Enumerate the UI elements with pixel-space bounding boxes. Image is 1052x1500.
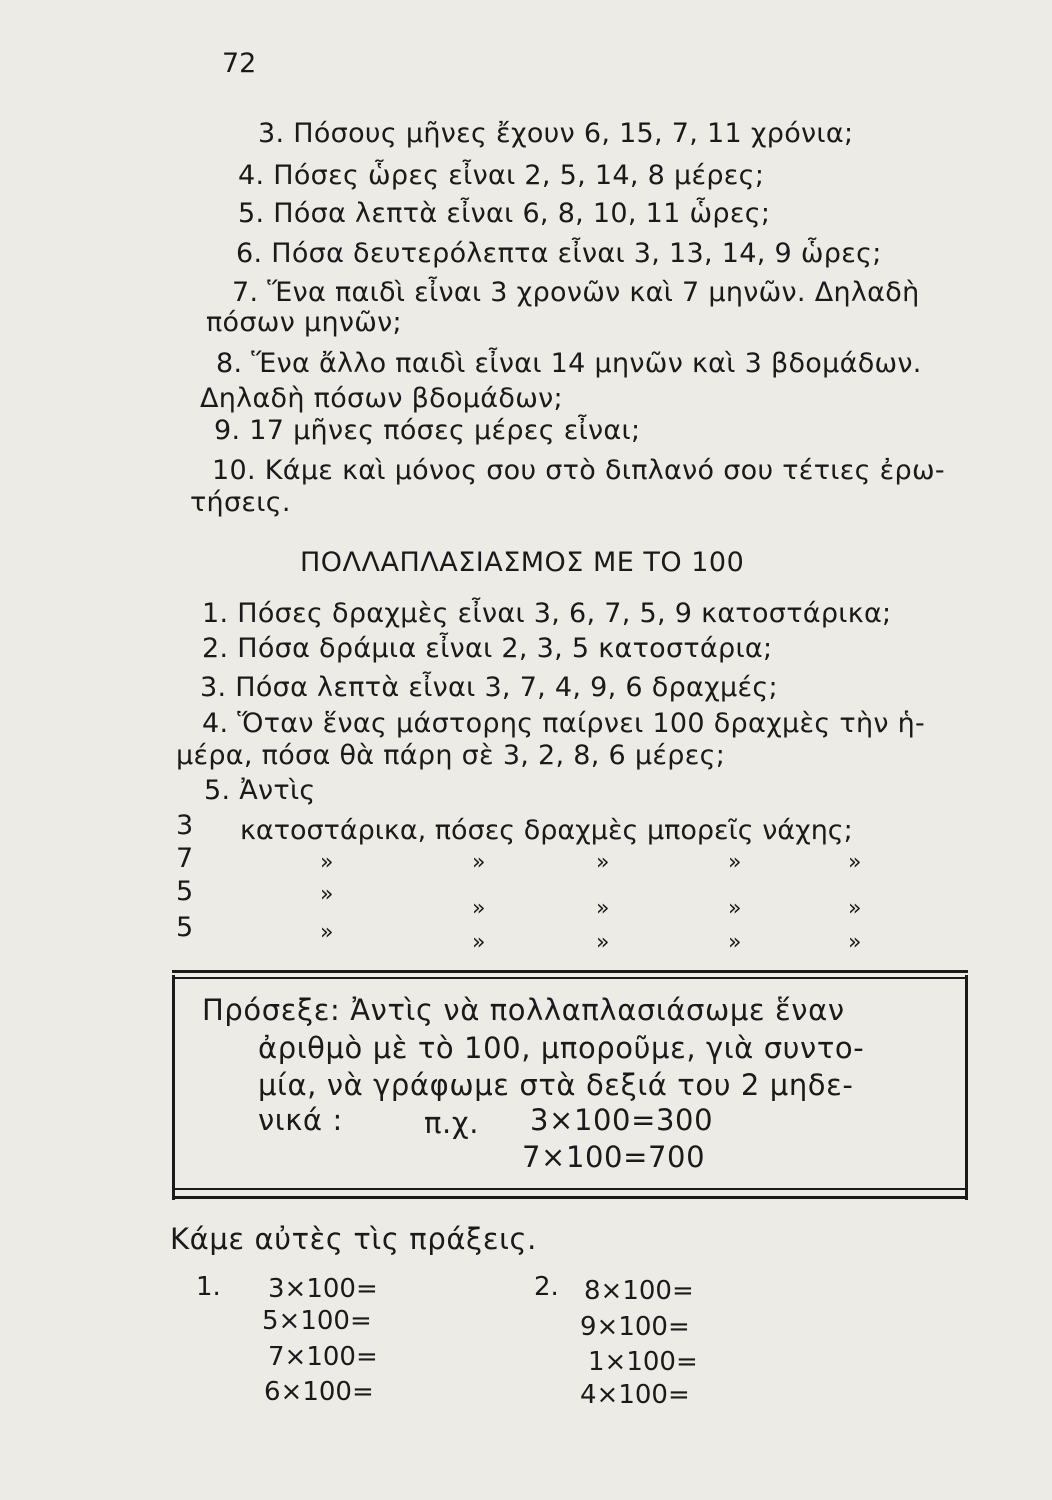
exercise-item: 7×100= [268,1342,378,1372]
ditto-mark: » [728,850,742,875]
question-3: 3. Πόσους μῆνες ἔχουν 6, 15, 7, 11 χρόνια; [258,118,854,149]
exercise-item: 4×100= [580,1380,690,1410]
ditto-mark: » [848,930,862,955]
exercise-heading: Κάμε αὐτὲς τὶς πράξεις. [170,1222,537,1256]
question-8-cont: Δηλαδὴ πόσων βδομάδων; [200,383,563,414]
ditto-mark: » [596,896,610,921]
question-9: 9. 17 μῆνες πόσες μέρες εἶναι; [214,415,641,446]
exercise-item: 5×100= [262,1306,372,1336]
exercise-col2-label: 2. [534,1272,559,1302]
question-10-cont: τήσεις. [190,487,291,518]
note-line-3: μία, νὰ γράφωμε στὰ δεξιά του 2 μηδε- [258,1068,854,1102]
note-line-4: νικά : [258,1103,343,1137]
section-heading: ΠΟΛΛΑΠΛΑΣΙΑΣΜΟΣ ΜΕ ΤΟ 100 [300,547,745,578]
ditto-mark: » [728,896,742,921]
note-line-2: ἀριθμὸ μὲ τὸ 100, μποροῦμε, γιὰ συντο- [258,1031,865,1065]
exercise-item: 9×100= [580,1312,690,1342]
box-bottom-rule [172,1196,968,1199]
page-number: 72 [222,48,257,79]
exercise-item: 3×100= [268,1274,378,1304]
ditto-mark: » [596,930,610,955]
box-bottom-rule-inner [172,1188,968,1190]
exercise-item: 6×100= [264,1377,374,1407]
note-eg-label: π.χ. [424,1106,480,1140]
exercise-item: 8×100= [584,1276,694,1306]
ditto-mark: » [728,930,742,955]
box-top-rule [172,970,968,973]
ditto-mark: » [472,930,486,955]
question-5: 5. Πόσα λεπτὰ εἶναι 6, 8, 10, 11 ὧρες; [238,198,771,229]
question-4: 4. Πόσες ὧρες εἶναι 2, 5, 14, 8 μέρες; [238,160,765,191]
q5-first-text: κατοστάρικα, πόσες δραχμὲς μπορεῖς νάχης; [240,815,853,846]
question-7: 7. Ἕνα παιδὶ εἶναι 3 χρονῶν καὶ 7 μηνῶν. Δηλαδὴ [232,277,920,308]
ditto-mark: » [320,850,334,875]
mult-question-2: 2. Πόσα δράμια εἶναι 2, 3, 5 κατοστάρια; [202,633,773,664]
ditto-mark: » [320,920,334,945]
ditto-mark: » [472,850,486,875]
q5-number-1: 3 [176,810,194,841]
note-line-1: Πρόσεξε: Ἀντὶς νὰ πολλαπλασιάσωμε ἕναν [202,993,845,1027]
question-10: 10. Κάμε καὶ μόνος σου στὸ διπλανό σου τέτιες ἐρω- [212,455,945,486]
q5-number-3: 5 [176,876,194,907]
note-example-2: 7×100=700 [522,1140,706,1174]
mult-question-4-cont: μέρα, πόσα θὰ πάρη σὲ 3, 2, 8, 6 μέρες; [176,740,726,771]
ditto-mark: » [472,896,486,921]
ditto-mark: » [320,882,334,907]
question-7-cont: πόσων μηνῶν; [206,307,402,338]
mult-question-4: 4. Ὅταν ἕνας μάστορης παίρνει 100 δραχμὲς τὴν ἡ- [202,708,926,739]
ditto-mark: » [596,850,610,875]
question-8: 8. Ἕνα ἄλλο παιδὶ εἶναι 14 μηνῶν καὶ 3 βδομάδων. [216,348,922,379]
exercise-item: 1×100= [588,1347,698,1377]
mult-question-5: 5. Ἀντὶς [204,775,316,806]
note-example-1: 3×100=300 [530,1103,714,1137]
ditto-mark: » [848,850,862,875]
q5-number-2: 7 [176,843,194,874]
question-6: 6. Πόσα δευτερόλεπτα εἶναι 3, 13, 14, 9 ὧρες; [236,238,882,269]
mult-question-3: 3. Πόσα λεπτὰ εἶναι 3, 7, 4, 9, 6 δραχμές; [200,672,778,703]
mult-question-1: 1. Πόσες δραχμὲς εἶναι 3, 6, 7, 5, 9 κατοστάρικα; [202,598,892,629]
q5-number-4: 5 [176,912,194,943]
exercise-col1-label: 1. [196,1272,221,1302]
ditto-mark: » [848,896,862,921]
